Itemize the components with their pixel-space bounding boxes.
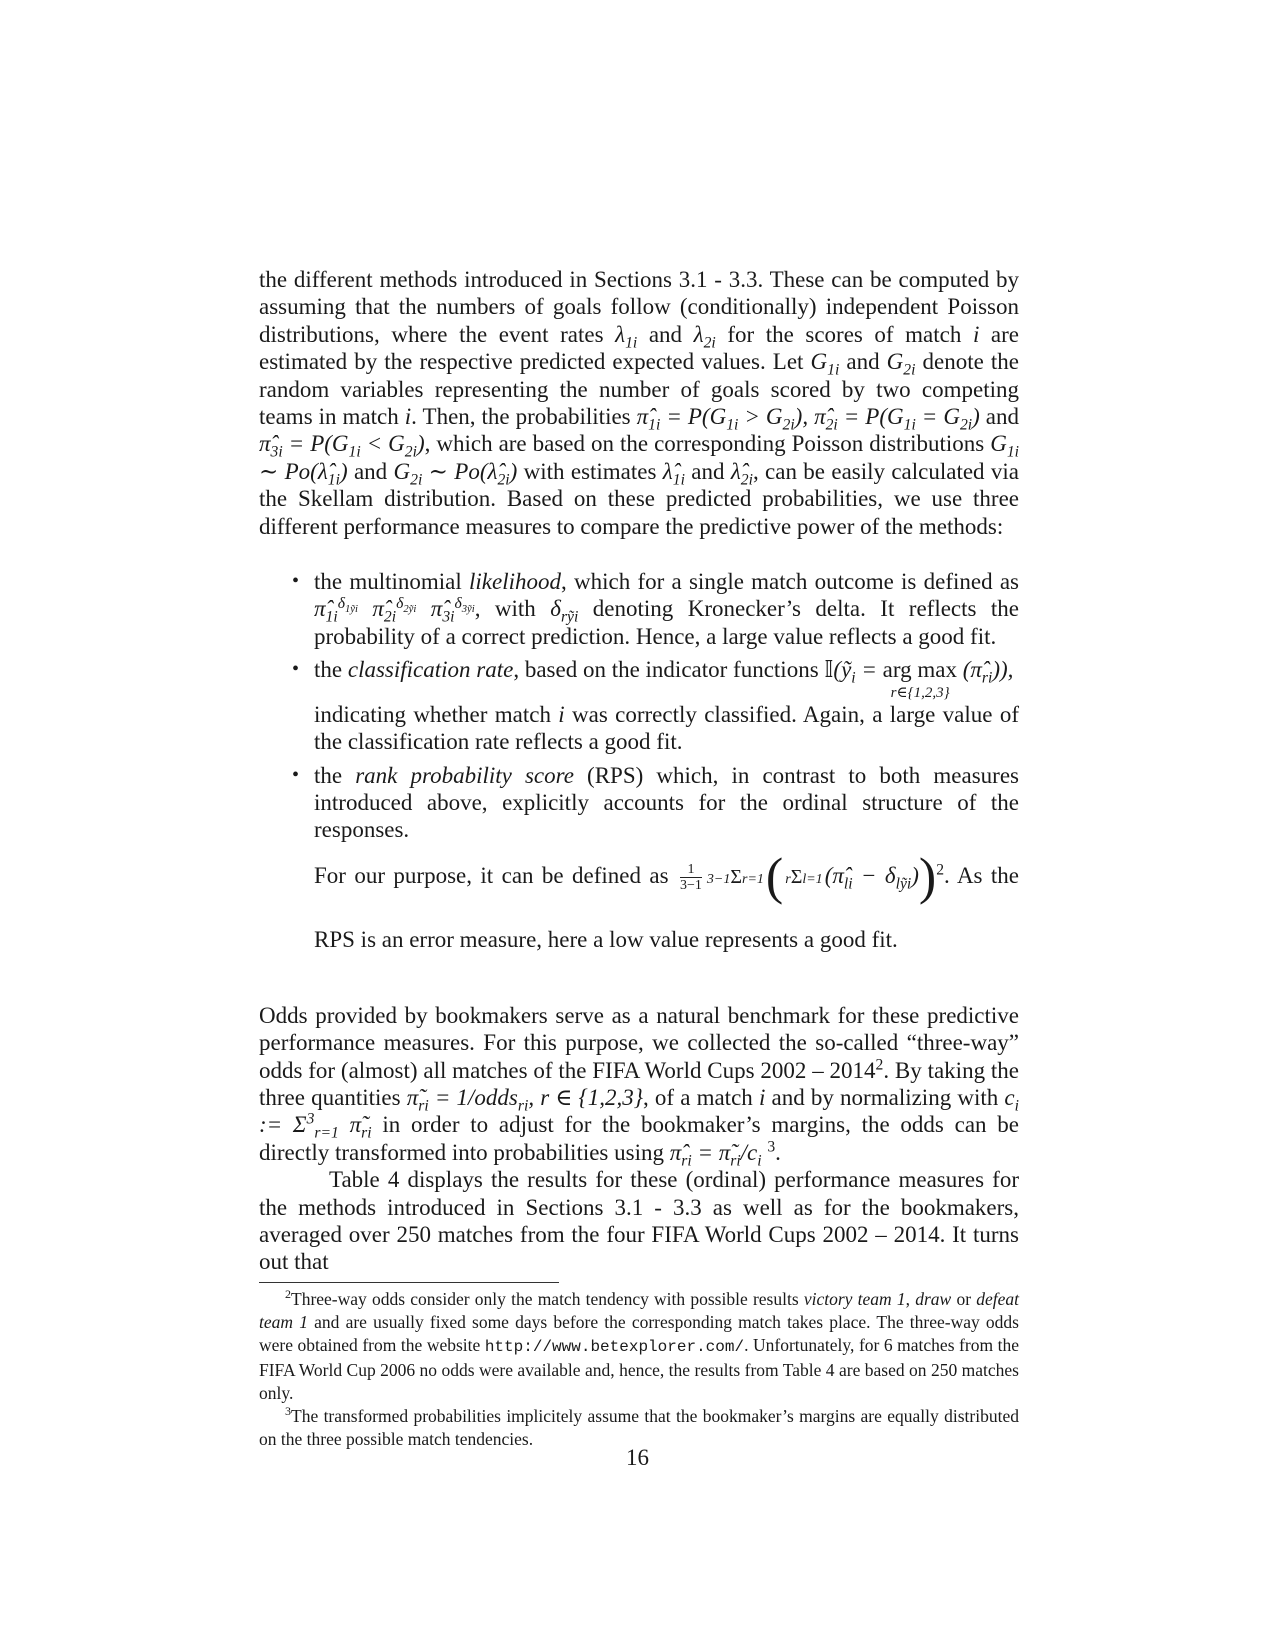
footnote-2: $^2$Three-way odds consider only the match tendency with possible results victory team 1, draw or defeat team 1 and are usually fixed some days before the corresponding match takes place. The three-way odds were obtained from the website http://www.betexplorer.com/. Unfortunately, for 6 matches from the FIFA World Cup 2006 no odds were available and, hence, the results from Table 4 are based on 250 matches only. bbox=[259, 1286, 1020, 1403]
list-item-rps: • the rank probability score (RPS) which, in contrast to both measures introduced above, explicitly accounts for the ordinal structure of the responses. For our purpose, it can be defined as $\frac{1}{3-1}$ 3−1Σr=1( $r\Sigma l=1(\pî_{li} - \delta_{lỹi}))^2$. As the RPS is an error measure, here a low value represents a good fit. bbox=[292, 762, 1020, 952]
list-item-likelihood: • the multinomial likelihood, which for a single match outcome is defined as $\pî_{1i}^{\delta_{1ỹi}}$ $\pî_{2i}^{\delta_{2ỹi}}$ $\pî_{3i}^{\delta_{3ỹi}}$, with $\delta_{rỹi}$ denoting Kronecker’s delta. It reflects the probability of a correct prediction. Hence, a large value reflects a good fit. bbox=[292, 569, 1020, 649]
paragraph-intro: the different methods introduced in Sections 3.1 - 3.3. These can be computed by assuming that the numbers of goals follow (conditionally) independent Poisson distributions, where the event rates $\lambda_{1i}$ and $\lambda_{2i}$ for the scores of match i are estimated by the respective predicted expected values. Let $G_{1i}$ and $G_{2i}$ denote the random variables representing the number of goals scored by two competing teams in match i. Then, the probabilities $\pî_{1i} = P(G_{1i} > G_{2i})$, $\pî_{2i} = P(G_{1i} = G_{2i})$ and $\pî_{3i} = P(G_{1i} < G_{2i})$, which are based on the corresponding Poisson distributions $G_{1i}$ ∼ $Po(\lambdâ_{1i})$ and $G_{2i}$ ∼ $Po(\lambdâ_{2i})$ with estimates $\lambdâ_{1i}$ and $\lambdâ_{2i}$, can be easily calculated via the Skellam distribution. Based on these predicted probabilities, we use three different performance measures to compare the predictive power of the methods: bbox=[259, 267, 1020, 539]
paragraph-bookmakers: Odds provided by bookmakers serve as a natural benchmark for these predictive performance measures. For this purpose, we collected the so-called “three-way” odds for (almost) all matches of the FIFA World Cups 2002 – 2014$^2$. By taking the three quantities $\pĩ_{ri}$ = 1/odds$_{ri}$, r ∈ {1,2,3}, of a match i and by normalizing with $c_i$ := $\Sigma^3_{r=1}$ $\pĩ_{ri}$ in order to adjust for the bookmaker’s margins, the odds can be directly transformed into probabilities using $\pî_{ri}$ = $\pĩ_{ri}/c_i$ $^3$. bbox=[259, 1002, 1019, 1170]
page-number: 16 bbox=[626, 1445, 649, 1470]
paragraph-table4: Table 4 displays the results for these (ordinal) performance measures for the methods introduced in Sections 3.1 - 3.3 as well as for the bookmakers, averaged over 250 matches from the four FIFA World Cups 2002 – 2014. It turns out that bbox=[259, 1167, 1019, 1275]
footnote-3: $^3$The transformed probabilities implicitely assume that the bookmaker’s margins are equally distributed on the three possible match tendencies. bbox=[259, 1403, 1019, 1449]
page-body bbox=[259, 266, 1019, 1451]
bullet-icon: • bbox=[292, 763, 300, 786]
list-item-classification-rate: • the classification rate, based on the indicator functions 𝕀(ỹ$_i$ = arg max r∈{1,2,3} $(\pî_{ri})$), indicating whether match i was correctly classified. Again, a large value of the classification rate reflects a good fit. bbox=[292, 657, 1019, 755]
rps-fraction: $\frac{1}{3-1}$ bbox=[680, 861, 702, 893]
bullet-icon: • bbox=[292, 570, 300, 593]
bullet-icon: • bbox=[292, 658, 300, 681]
betexplorer-link[interactable]: http://www.betexplorer.com/ bbox=[484, 1337, 745, 1356]
footnote-divider bbox=[259, 1282, 559, 1283]
measures-list bbox=[259, 568, 1019, 972]
